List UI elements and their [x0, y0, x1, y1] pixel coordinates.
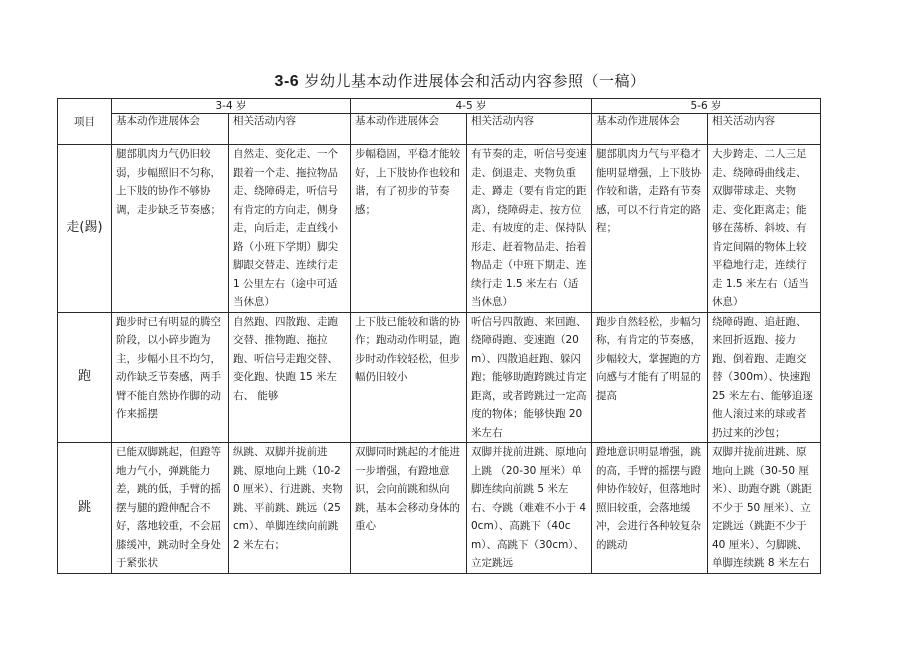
cell-text: 步幅稳固，平稳才能较好，上下肢协作也较和谐，有了初步的节奏感；	[355, 148, 460, 216]
table-cell	[467, 145, 592, 313]
sub-header: 基本动作进展体会	[351, 114, 467, 145]
table-cell	[708, 443, 821, 574]
cell-text: 跑步自然轻松，步幅匀称，有肯定的节奏感，步幅较大，掌握跑的方向感与才能有了明显的提高	[596, 315, 701, 402]
age-group-5-6: 5-6 岁	[592, 99, 821, 114]
cell-text: 自然走、变化走、一个跟着一个走、拖拉物品走、绕障碍走，听信号有肯定的方向走，侧身走，向后走，走直线小路（小班下学期）脚尖脚跟交替走、连续行走 1 公里左右（途中可适当休息）	[233, 148, 338, 308]
sub-header: 基本动作进展体会	[592, 114, 708, 145]
cell-text: 腿部肌肉力气仍旧较弱，步幅照旧不匀称，上下肢的协作不够协调，走步缺乏节奏感；	[116, 148, 221, 216]
cell-text: 纵跳、双脚并拢前进跳、原地向上跳（10-20 厘米）、行进跳、夹物跳、平前跳、跳远（25cm）、单脚连续向前跳 2 米左右；	[233, 446, 343, 551]
cell-text: 上下肢已能较和谐的协作；跑动动作明显，跑步时动作较轻松，但步幅仍旧较小	[355, 315, 460, 383]
table-cell	[229, 443, 351, 574]
title-prefix: 3-6	[274, 73, 300, 90]
page-title	[0, 70, 920, 91]
age-group-3-4: 3-4 岁	[112, 99, 351, 114]
table-cell	[467, 443, 592, 574]
table-cell	[351, 145, 467, 313]
cell-text: 绕障碍跑、追赶跑、来回折返跑、接力跑、倒着跑、走跑交替（300m）、快速跑 25 米左右、能够追逐他人滚过来的球或者扔过来的沙包；	[712, 315, 813, 439]
activity-table	[57, 98, 821, 574]
table-row-walk	[58, 145, 821, 313]
age-header-row	[58, 99, 821, 114]
cell-text: 双脚并拢前进跳、原地向上跳 （20-30 厘米）单脚连续向前跳 5 米左右、夺跳（难难不小于 40cm）、高跳下（40cm）、高跳下（30cm）、立定跳远	[471, 446, 587, 569]
table-cell	[592, 145, 708, 313]
table-cell	[351, 443, 467, 574]
cell-text: 大步跨走、二人三足走、绕障碍曲线走、双脚带球走、夹物走、变化距离走；能够在荡桥、斜坡、有肯定间隔的物体上较平稳地行走，连续行走 1.5 米左右（适当休息）	[712, 148, 809, 308]
table-cell	[229, 312, 351, 443]
table-row-jump	[58, 443, 821, 574]
sub-header: 相关活动内容	[708, 114, 821, 145]
table-cell	[112, 312, 229, 443]
cell-text: 有节奏的走，听信号变速走、倒退走、夹物负重走、蹲走（要有肯定的距离），绕障碍走、按方位走、有坡度的走、保持队形走、赶着物品走、抬着物品走（中班下期走、连续行走 1.5 米左右（适当休息）	[471, 148, 587, 308]
sub-header-row	[58, 114, 821, 145]
table-cell	[708, 312, 821, 443]
table-cell	[592, 443, 708, 574]
table-cell	[467, 312, 592, 443]
cell-text: 自然跑、四散跑、走跑交替、推物跑、拖拉跑、听信号走跑交替、变化跑、快跑 15 米左右、 能够	[233, 315, 338, 402]
item-header: 项目	[58, 99, 112, 145]
row-label-run: 跑	[58, 312, 112, 443]
table-cell	[229, 145, 351, 313]
table-row-run	[58, 312, 821, 443]
cell-text: 听信号四散跑、来回跑、绕障碍跑、变速跑（20m）、四散追赶跑、躲闪跑；能够助跑跨跳过肯定距离，或者跨跳过一定高度的物体；能够快跑 20 米左右	[471, 315, 587, 439]
row-label-walk: 走(踢)	[58, 145, 112, 313]
age-group-4-5: 4-5 岁	[351, 99, 592, 114]
sub-header: 相关活动内容	[229, 114, 351, 145]
table-cell	[351, 312, 467, 443]
table-cell	[112, 145, 229, 313]
sub-header: 基本动作进展体会	[112, 114, 229, 145]
table-cell	[112, 443, 229, 574]
row-label-jump: 跳	[58, 443, 112, 574]
title-text: 岁幼儿基本动作进展体会和活动内容参照（一稿）	[299, 72, 646, 90]
cell-text: 双脚同时跳起的才能进一步增强，有蹬地意识，会向前跳和纵向跳，基本会移动身体的重心	[355, 446, 460, 532]
table-cell	[592, 312, 708, 443]
cell-text: 双脚并拢前进跳、原地向上跳（30-50 厘米）、助跑夺跳（跳距不少于 50 厘米）、立定跳远（跳距不少于 40 厘米）、匀脚跳、单脚连续跳 8 米左右	[712, 446, 812, 569]
cell-text: 蹬地意识明显增强，跳的高，手臂的摇摆与蹬伸协作较好，但落地时照旧较重，会落地缓冲，会进行各种较复杂的跳动	[596, 446, 701, 551]
table-cell	[708, 145, 821, 313]
cell-text: 腿部肌肉力气与平稳才能明显增强，上下肢协作较和谐，走路有节奏感，可以不行肯定的路程；	[596, 148, 701, 234]
cell-text: 已能双脚跳起，但蹬等地力气小，弹跳能力差，跳的低，手臂的摇摆与腿的蹬伸配合不好，落地较重，不会屈膝缓冲，跳动时全身处于紧张状	[116, 446, 221, 569]
cell-text: 跑步时已有明显的腾空阶段，以小碎步跑为主，步幅小且不均匀，动作缺乏节奏感，两手臂不能自然协作脚的动作来摇摆	[116, 315, 221, 420]
sub-header: 相关活动内容	[467, 114, 592, 145]
